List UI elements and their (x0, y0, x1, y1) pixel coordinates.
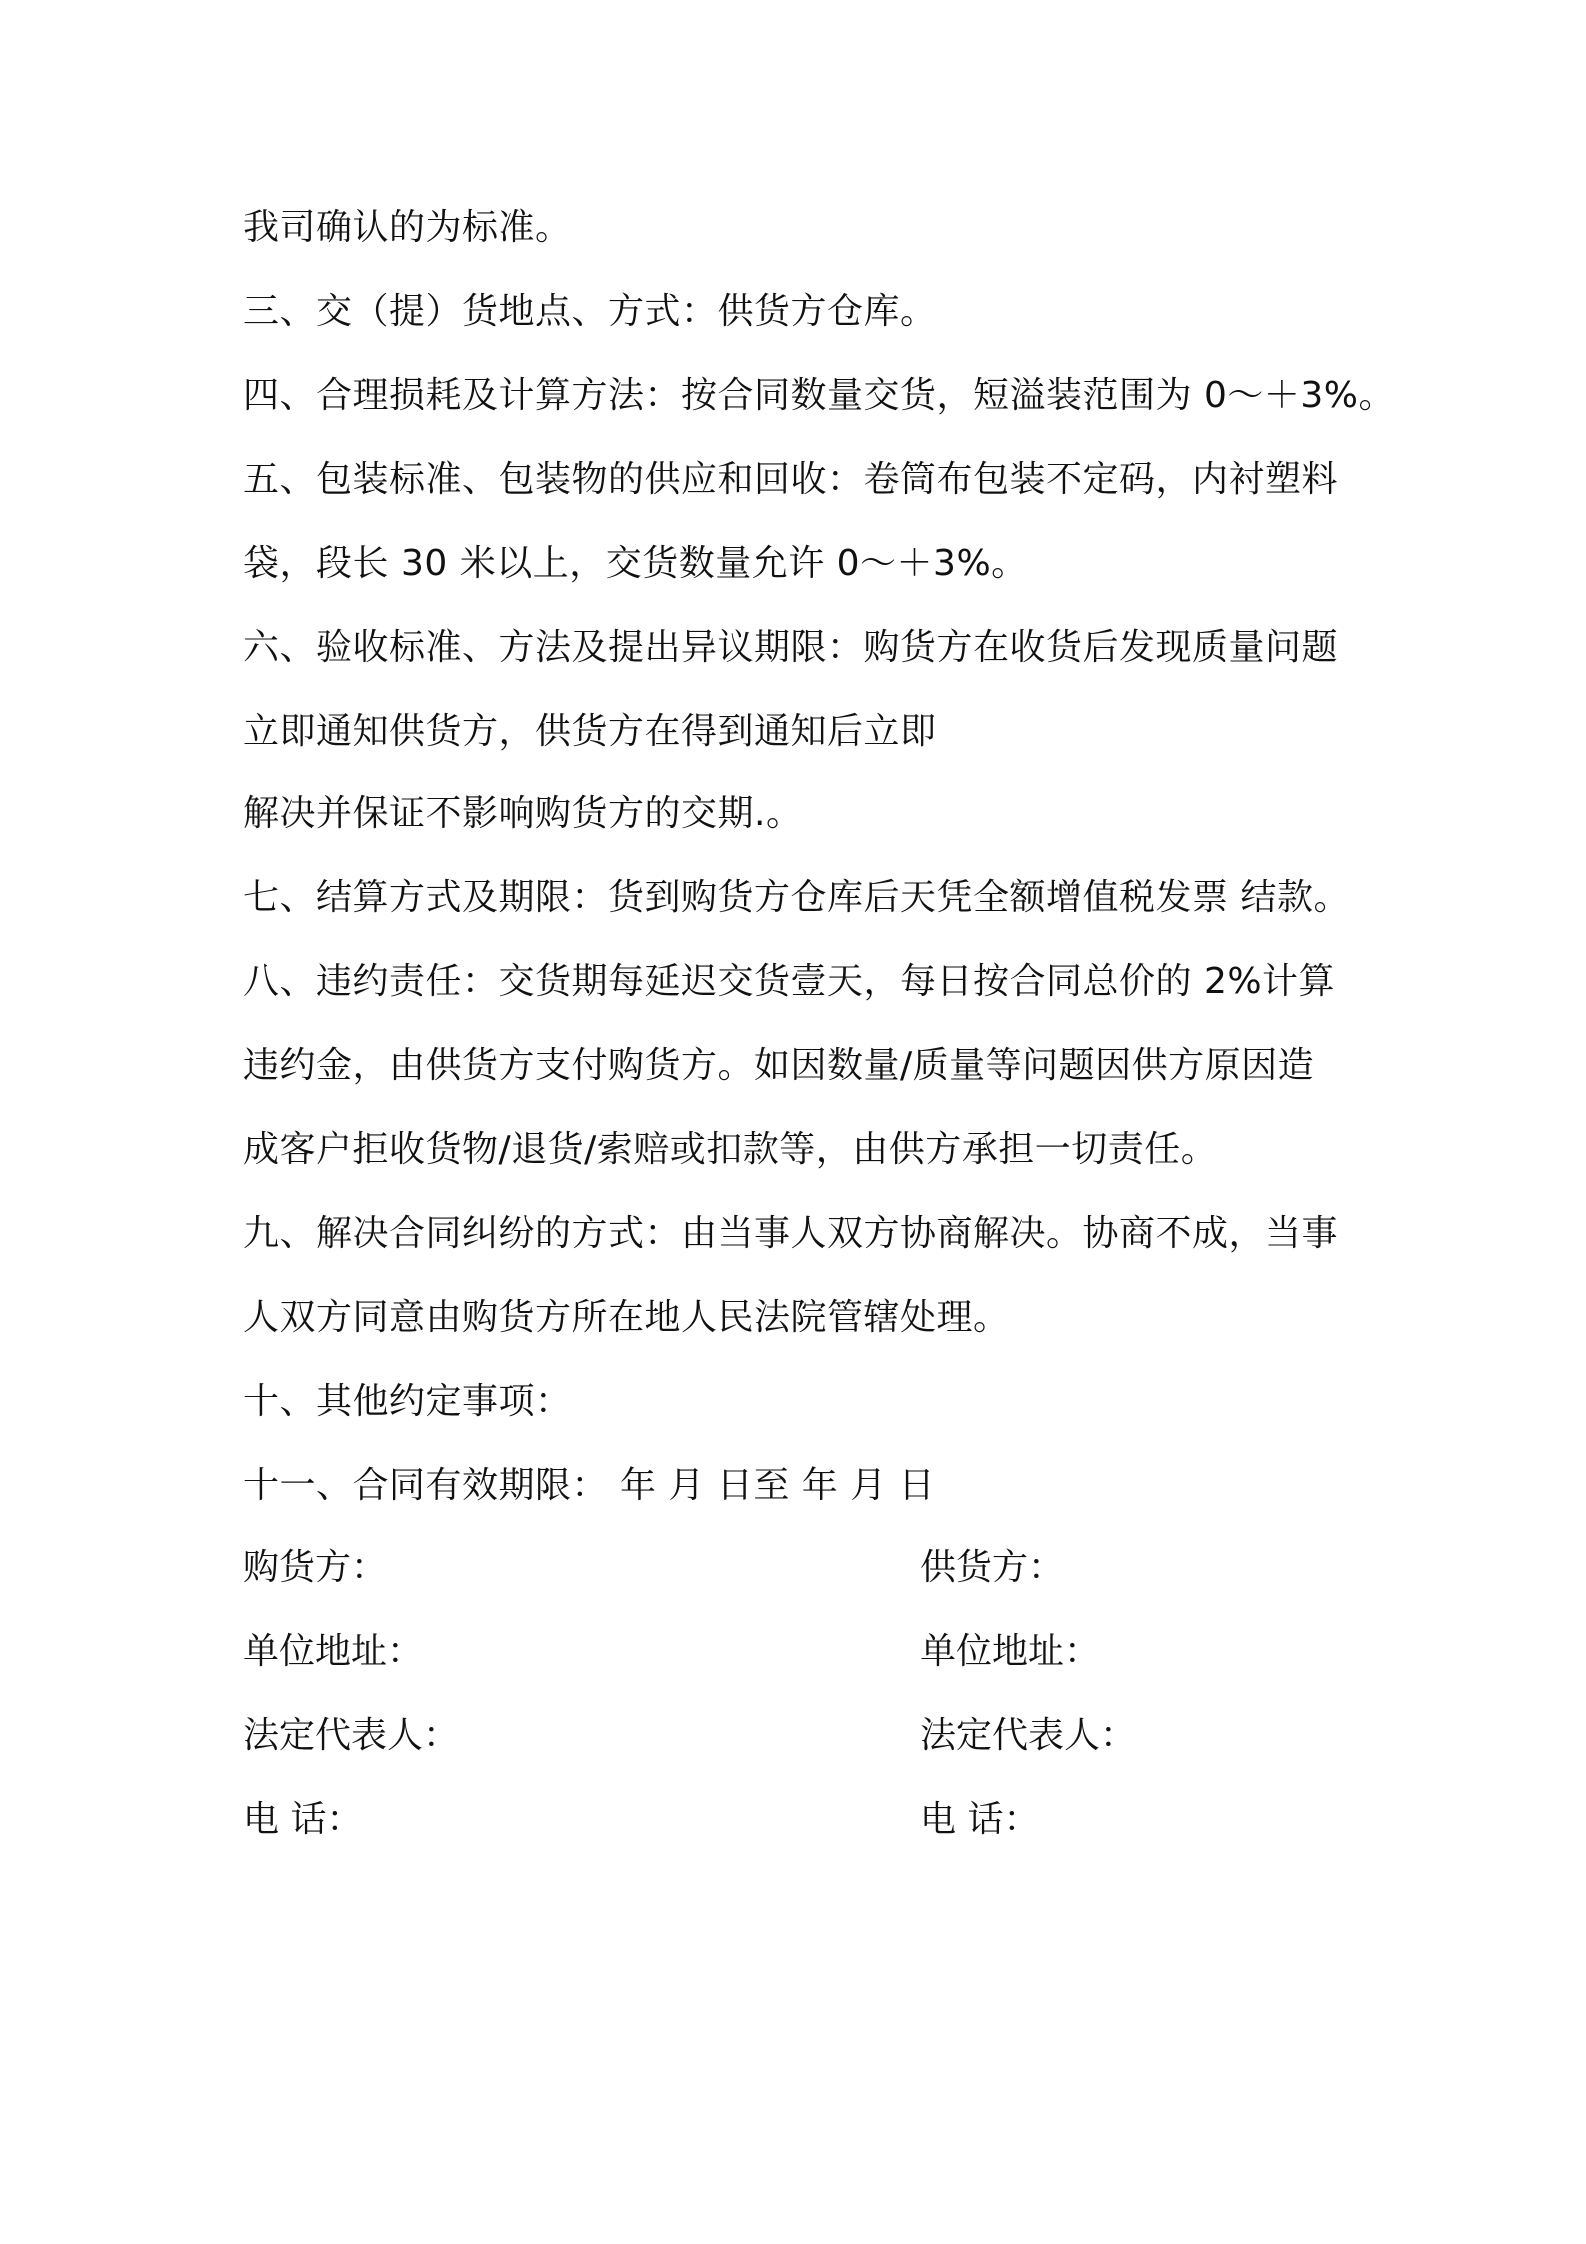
signature-row-phone (243, 1796, 1443, 1844)
clause-5-packaging: 五、包装标准、包装物的供应和回收：卷筒布包装不定码，内衬塑料 (243, 459, 1339, 500)
clause-6-acceptance: 六、验收标准、方法及提出异议期限：购货方在收货后发现质量问题 (243, 627, 1339, 668)
clause-8-liability-cont-2: 成客户拒收货物/退货/索赔或扣款等，由供方承担一切责任。 (243, 1129, 1218, 1170)
supplier-address-label: 单位地址： (920, 1631, 1101, 1672)
clause-9-disputes-cont: 人双方同意由购货方所在地人民法院管辖处理。 (243, 1297, 1010, 1338)
buyer-address-label: 单位地址： (243, 1631, 424, 1672)
signature-row-party (243, 1544, 1443, 1592)
signature-row-address (243, 1628, 1443, 1676)
clause-11-validity-period: 十一、合同有效期限： 年 月 日至 年 月 日 (243, 1465, 936, 1506)
supplier-representative-label: 法定代表人： (920, 1715, 1137, 1756)
clause-3-delivery-place: 三、交（提）货地点、方式：供货方仓库。 (243, 291, 937, 332)
signature-row-representative (243, 1712, 1443, 1760)
supplier-label: 供货方： (920, 1547, 1065, 1588)
supplier-phone-label: 电 话： (920, 1799, 1040, 1840)
clause-9-disputes: 九、解决合同纠纷的方式：由当事人双方协商解决。协商不成，当事 (243, 1213, 1339, 1254)
buyer-representative-label: 法定代表人： (243, 1715, 460, 1756)
buyer-label: 购货方： (243, 1547, 388, 1588)
clause-line-standard: 我司确认的为标准。 (243, 207, 572, 248)
clause-10-other-matters: 十、其他约定事项： (243, 1381, 572, 1422)
clause-8-liability: 八、违约责任：交货期每延迟交货壹天，每日按合同总价的 2%计算 (243, 961, 1336, 1002)
clause-4-loss-calculation: 四、合理损耗及计算方法：按合同数量交货，短溢装范围为 0～＋3%。 (243, 375, 1395, 416)
clause-5-packaging-cont: 袋，段长 30 米以上，交货数量允许 0～＋3%。 (243, 543, 1028, 584)
clause-7-settlement: 七、结算方式及期限：货到购货方仓库后天凭全额增值税发票 结款。 (243, 877, 1350, 918)
clause-6-acceptance-cont-2: 解决并保证不影响购货方的交期.。 (243, 793, 803, 834)
clause-8-liability-cont: 违约金，由供货方支付购货方。如因数量/质量等问题因供方原因造 (243, 1045, 1315, 1086)
buyer-phone-label: 电 话： (243, 1799, 363, 1840)
clause-6-acceptance-cont: 立即通知供货方，供货方在得到通知后立即 (243, 711, 937, 752)
